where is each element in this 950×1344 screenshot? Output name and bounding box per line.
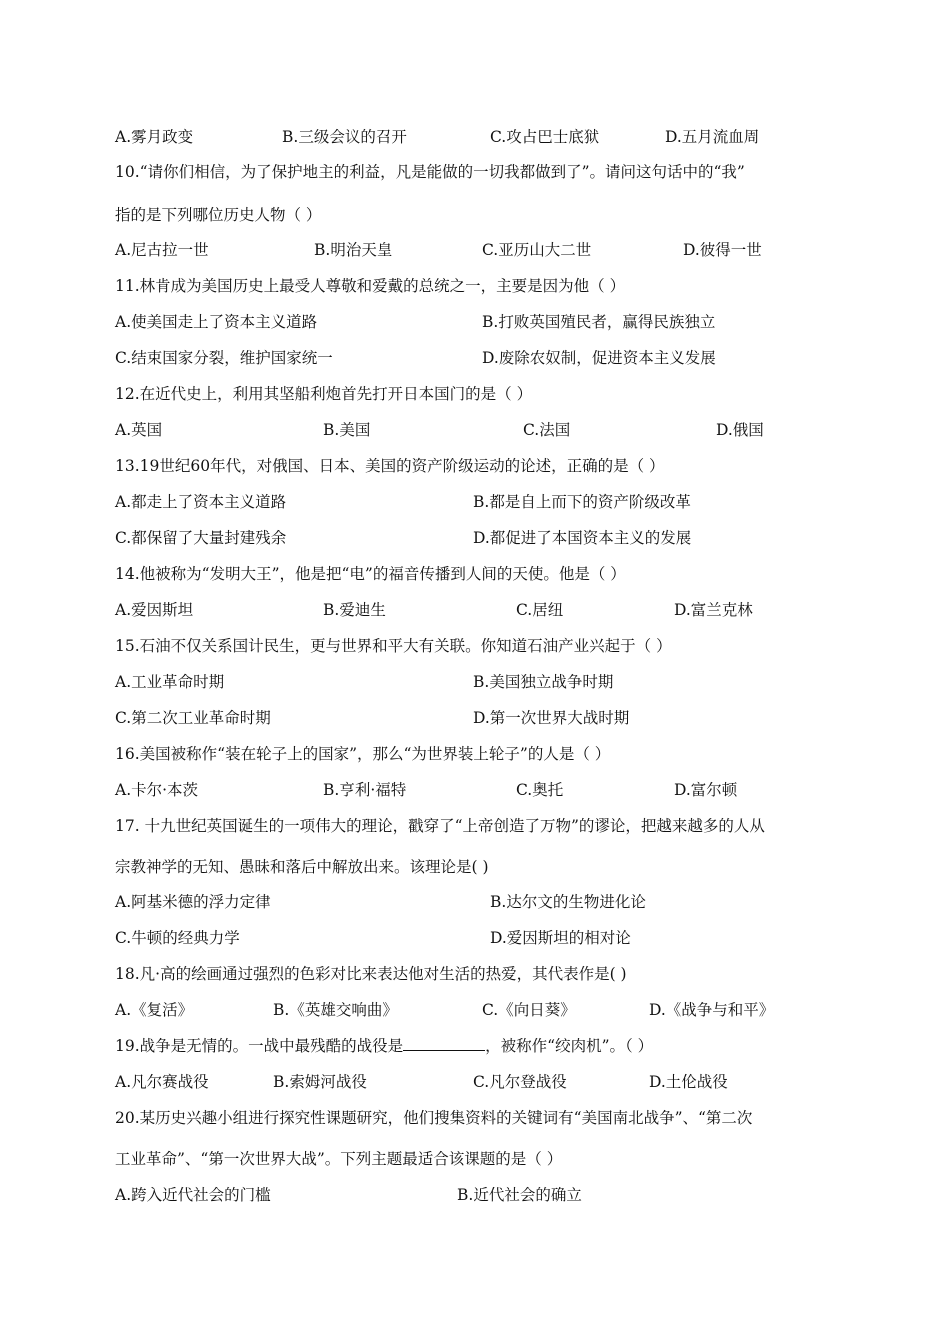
q11-option-b: B.打败英国殖民者，赢得民族独立 [482,313,716,331]
q13-stem: 13.19世纪60年代，对俄国、日本、美国的资产阶级运动的论述，正确的是（ ） [115,457,665,475]
q14-option-c: C.居纽 [516,601,564,619]
q18-option-d: D.《战争与和平》 [649,1001,775,1019]
q12-option-b: B.美国 [323,421,371,439]
q16-option-b: B.亨利·福特 [323,781,407,799]
q15-option-d: D.第一次世界大战时期 [473,709,630,727]
q12-stem: 12.在近代史上，利用其坚船利炮首先打开日本国门的是（ ） [115,385,533,403]
q13-option-b: B.都是自上而下的资产阶级改革 [473,493,691,511]
q10-stem-line1: 10.“请你们相信，为了保护地主的利益，凡是能做的一切我都做到了”。请问这句话中的“我” [115,163,745,181]
q16-option-a: A.卡尔·本茨 [115,781,199,799]
q13-option-a: A.都走上了资本主义道路 [115,493,287,511]
q10-option-a: A.尼古拉一世 [115,241,209,259]
q17-stem-line1: 17. 十九世纪英国诞生的一项伟大的理论，戳穿了“上帝创造了万物”的谬论，把越来越多的人从 [115,817,765,835]
q17-option-c: C.牛顿的经典力学 [115,929,240,947]
q18-stem: 18.凡·高的绘画通过强烈的色彩对比来表达他对生活的热爱，其代表作是( ) [115,965,627,983]
q19-stem [115,1036,653,1056]
q15-stem: 15.石油不仅关系国计民生，更与世界和平大有关联。你知道石油产业兴起于（ ） [115,637,672,655]
q16-option-c: C.奥托 [516,781,564,799]
q16-stem: 16.美国被称作“装在轮子上的国家”，那么“为世界装上轮子”的人是（ ） [115,745,611,763]
q14-stem: 14.他被称为“发明大王”，他是把“电”的福音传播到人间的天使。他是（ ） [115,565,626,583]
q20-option-a: A.跨入近代社会的门槛 [115,1186,271,1204]
q19-option-d: D.土伦战役 [649,1073,728,1091]
q19-stem-after: ，被称作“绞肉机”。（ ） [485,1037,654,1055]
q13-option-d: D.都促进了本国资本主义的发展 [473,529,692,547]
q9-option-a: A.雾月政变 [115,128,194,146]
q13-option-c: C.都保留了大量封建残余 [115,529,287,547]
q10-stem-line2: 指的是下列哪位历史人物（ ） [115,206,322,224]
q12-option-a: A.英国 [115,421,163,439]
q17-stem-line2: 宗教神学的无知、愚昧和落后中解放出来。该理论是( ) [115,858,489,876]
q9-option-b: B.三级会议的召开 [282,128,407,146]
q19-option-c: C.凡尔登战役 [473,1073,567,1091]
q12-option-d: D.俄国 [716,421,764,439]
q14-option-b: B.爱迪生 [323,601,386,619]
q20-option-b: B.近代社会的确立 [457,1186,582,1204]
q10-option-c: C.亚历山大二世 [482,241,592,259]
q15-option-c: C.第二次工业革命时期 [115,709,271,727]
q17-option-a: A.阿基米德的浮力定律 [115,893,271,911]
q11-option-d: D.废除农奴制，促进资本主义发展 [482,349,716,367]
q20-stem-line1: 20.某历史兴趣小组进行探究性课题研究，他们搜集资料的关键词有“美国南北战争”、“第二次 [115,1109,753,1127]
q11-stem: 11.林肯成为美国历史上最受人尊敬和爱戴的总统之一，主要是因为他（ ） [115,277,626,295]
q11-option-a: A.使美国走上了资本主义道路 [115,313,318,331]
q20-stem-line2: 工业革命”、“第一次世界大战”。下列主题最适合该课题的是（ ） [115,1150,563,1168]
q10-option-d: D.彼得一世 [683,241,762,259]
q15-option-b: B.美国独立战争时期 [473,673,614,691]
q17-option-b: B.达尔文的生物进化论 [490,893,646,911]
q18-option-b: B.《英雄交响曲》 [273,1001,398,1019]
q14-option-d: D.富兰克林 [674,601,753,619]
q19-answer-blank [403,1036,485,1051]
q18-option-c: C.《向日葵》 [482,1001,576,1019]
q19-option-b: B.索姆河战役 [273,1073,367,1091]
q16-option-d: D.富尔顿 [674,781,738,799]
q19-stem-before: 19.战争是无情的。一战中最残酷的战役是 [115,1037,404,1055]
q9-option-d: D.五月流血周 [665,128,760,146]
q18-option-a: A.《复活》 [115,1001,194,1019]
q15-option-a: A.工业革命时期 [115,673,225,691]
q19-option-a: A.凡尔赛战役 [115,1073,209,1091]
q9-option-c: C.攻占巴士底狱 [490,128,600,146]
q11-option-c: C.结束国家分裂，维护国家统一 [115,349,333,367]
q12-option-c: C.法国 [523,421,571,439]
q10-option-b: B.明治天皇 [314,241,393,259]
q17-option-d: D.爱因斯坦的相对论 [490,929,631,947]
q14-option-a: A.爱因斯坦 [115,601,194,619]
